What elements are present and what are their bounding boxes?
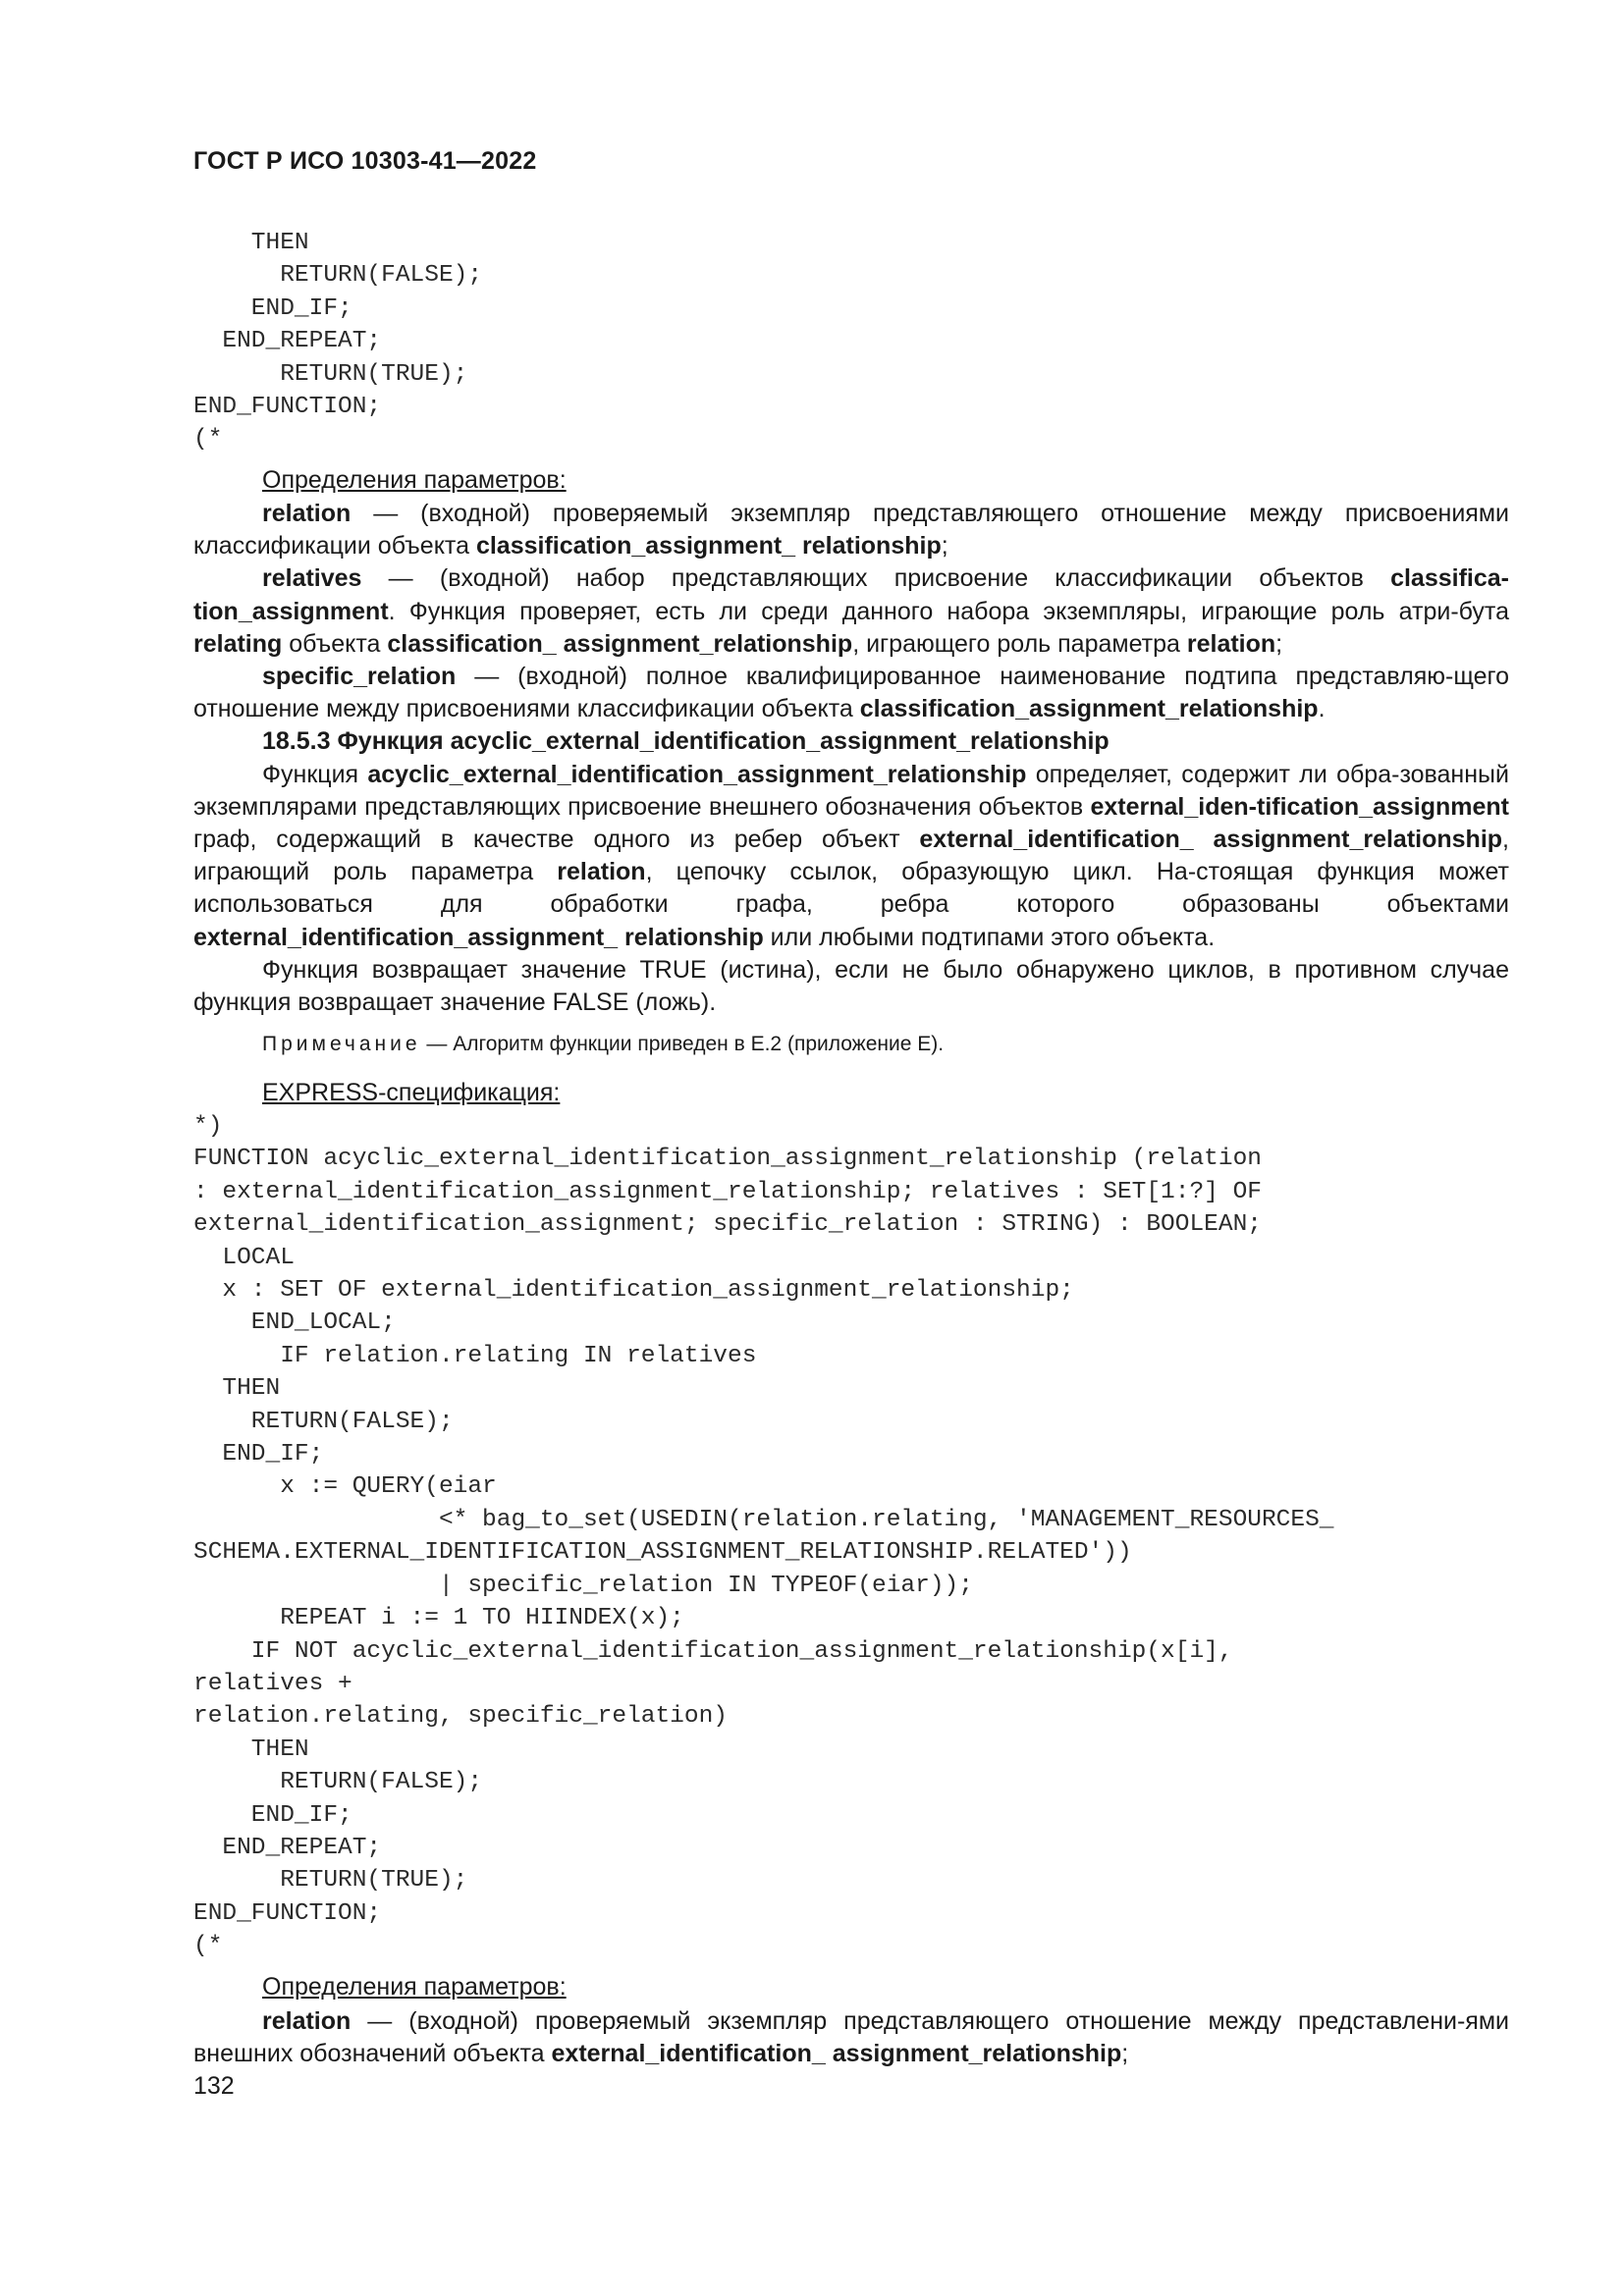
param-relation: relation — (входной) проверяемый экземпляр представляющего отношение между присвоениями классификации объекта classification_assignment_ relationship; [193, 500, 1509, 561]
params-heading-2: Определения параметров: [262, 1973, 567, 2001]
code-block-top: THEN RETURN(FALSE); END_IF; END_REPEAT; RETURN(TRUE); END_FUNCTION; (* [193, 230, 483, 454]
params-block-2 [193, 2005, 1509, 2070]
code-block-main: *) FUNCTION acyclic_external_identification_assignment_relationship (relation : external_identification_assignment_relationship; relatives : SET[1:?] OF external_identification_assignment; specific_relation : STRING) : BOOLEAN; LOCAL x : SET OF external_identification_assignment_relationship; END_LOCAL; IF relation.relating IN relatives THEN RETURN(FALSE); END_IF; x := QUERY(eiar <* bag_to_set(USEDIN(relation.relating, 'MANAGEMENT_RESOURCES_ SCHEMA.EXTERNAL_IDENTIFICATION_ASSIGNMENT_RELATIONSHIP.RELATED')) | specific_relation IN TYPEOF(eiar)); REPEAT i := 1 TO HIINDEX(x); IF NOT acyclic_external_identification_assignment_relationship(x[i], relatives + relation.relating, specific_relation) THEN RETURN(FALSE); END_IF; END_REPEAT; RETURN(TRUE); END_FUNCTION; (* [193, 1113, 1334, 1960]
section-heading: 18.5.3 Функция acyclic_external_identification_assignment_relationship [262, 727, 1110, 756]
note-label: Примечание [262, 1033, 421, 1055]
param-relatives: relatives — (входной) набор представляющих присвоение классификации объектов classifica-tion_assignment. Функция проверяет, есть ли среди данного набора экземпляры, играющие роль атри-бута relating объекта classification_ assignment_relationship, играющего роль параметра relation; [193, 564, 1509, 658]
note [262, 1033, 944, 1056]
page-number: 132 [193, 2072, 235, 2100]
note-text: — Алгоритм функции приведен в E.2 (приложение E). [420, 1033, 945, 1055]
param-specific-relation: specific_relation — (входной) полное квалифицированное наименование подтипа представляю-щего отношение между присвоениями классификации объекта classification_assignment_relationship. [193, 663, 1509, 723]
express-heading: EXPRESS-спецификация: [262, 1079, 561, 1106]
params-block [193, 498, 1509, 1019]
params-heading: Определения параметров: [262, 466, 567, 494]
document-header: ГОСТ Р ИСО 10303-41—2022 [193, 147, 537, 175]
section-paragraph-2: Функция возвращает значение TRUE (истина), если не было обнаружено циклов, в противном случае функция возвращает значение FALSE (ложь). [193, 955, 1509, 1017]
param-relation-2: relation — (входной) проверяемый экземпляр представляющего отношение между представлени-ями внешних обозначений объекта external_identification_ assignment_relationship; [193, 2007, 1509, 2068]
section-paragraph-1: Функция acyclic_external_identification_assignment_relationship определяет, содержит ли обра-зованный экземплярами представляющих присвоение внешнего обозначения объектов external_iden-tification_assignment граф, содержащий в качестве одного из ребер объект external_identification_ assignment_relationship, играющий роль параметра relation, цепочку ссылок, образующую цикл. На-стоящая функция может использоваться для обработки графа, ребра которого образованы объектами external_identification_assignment_ relationship или любыми подтипами этого объекта. [193, 760, 1509, 951]
